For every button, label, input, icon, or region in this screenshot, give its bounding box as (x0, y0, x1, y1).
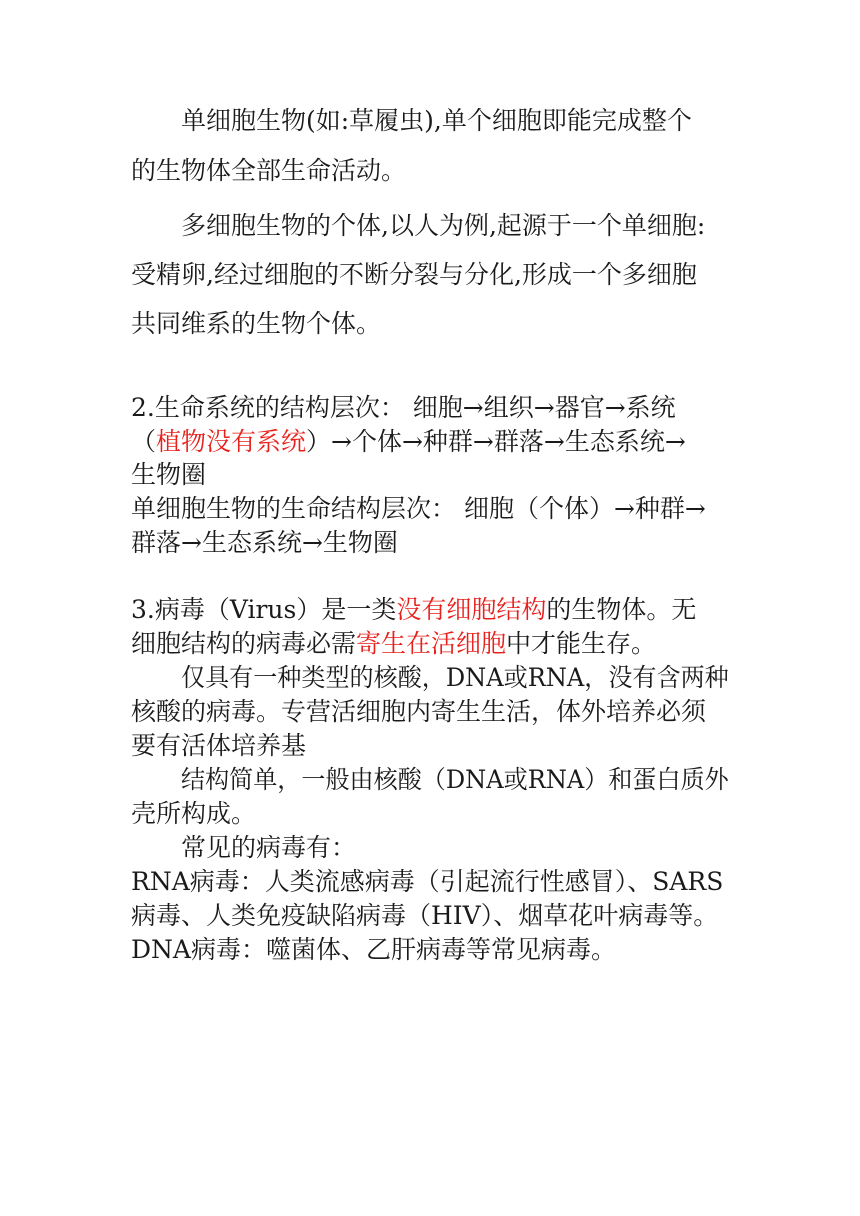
intro-p2-line1: 多细胞生物的个体,以人为例,起源于一个单细胞: (181, 211, 706, 240)
section2-line3: 生物圈 (131, 460, 207, 489)
section3-line3: 仅具有一种类型的核酸，DNA或RNA，没有含两种 (181, 663, 729, 692)
section3-highlight-2: 寄生在活细胞 (356, 629, 507, 658)
section2-highlight: 植物没有系统 (156, 427, 307, 456)
section3-line4: 核酸的病毒。专营活细胞内寄生生活，体外培养必须 (131, 697, 707, 726)
section3-line1-pre: 3.病毒（Virus）是一类 (131, 595, 397, 624)
section3-line2-post: 中才能生存。 (506, 629, 657, 658)
section3-line1 (131, 593, 696, 627)
section2-line5: 群落→生态系统→生物圈 (131, 528, 398, 557)
intro-p1-line1: 单细胞生物(如:草履虫),单个细胞即能完成整个 (181, 106, 692, 135)
intro-p1-line2: 的生物体全部生命活动。 (131, 156, 407, 185)
section3-line5: 要有活体培养基 (131, 731, 307, 760)
section2-line2-pre: （ (131, 427, 157, 456)
section2-line2 (131, 425, 686, 459)
section3-line2-pre: 细胞结构的病毒必需 (131, 629, 357, 658)
section3-line10: 病毒、人类免疫缺陷病毒（HIV）、烟草花叶病毒等。 (131, 901, 719, 930)
section3-highlight-1: 没有细胞结构 (396, 595, 547, 624)
section2-line1: 2.生命系统的结构层次： 细胞→组织→器官→系统 (131, 393, 676, 422)
intro-p2-line2: 受精卵,经过细胞的不断分裂与分化,形成一个多细胞 (131, 260, 697, 289)
section3-line7: 壳所构成。 (131, 799, 257, 828)
section2-line4: 单细胞生物的生命结构层次： 细胞（个体）→种群→ (131, 494, 706, 523)
section3-line8: 常见的病毒有： (181, 833, 357, 862)
section2-line2-post: ）→个体→种群→群落→生态系统→ (306, 427, 686, 456)
intro-p2-line3: 共同维系的生物个体。 (131, 309, 382, 338)
section3-line2 (131, 627, 656, 661)
section3-line9: RNA病毒：人类流感病毒（引起流行性感冒）、SARS (131, 867, 724, 896)
section3-line1-post: 的生物体。无 (546, 595, 697, 624)
section3-line11: DNA病毒：噬菌体、乙肝病毒等常见病毒。 (131, 935, 616, 964)
section3-line6: 结构简单，一般由核酸（DNA或RNA）和蛋白质外 (181, 765, 729, 794)
